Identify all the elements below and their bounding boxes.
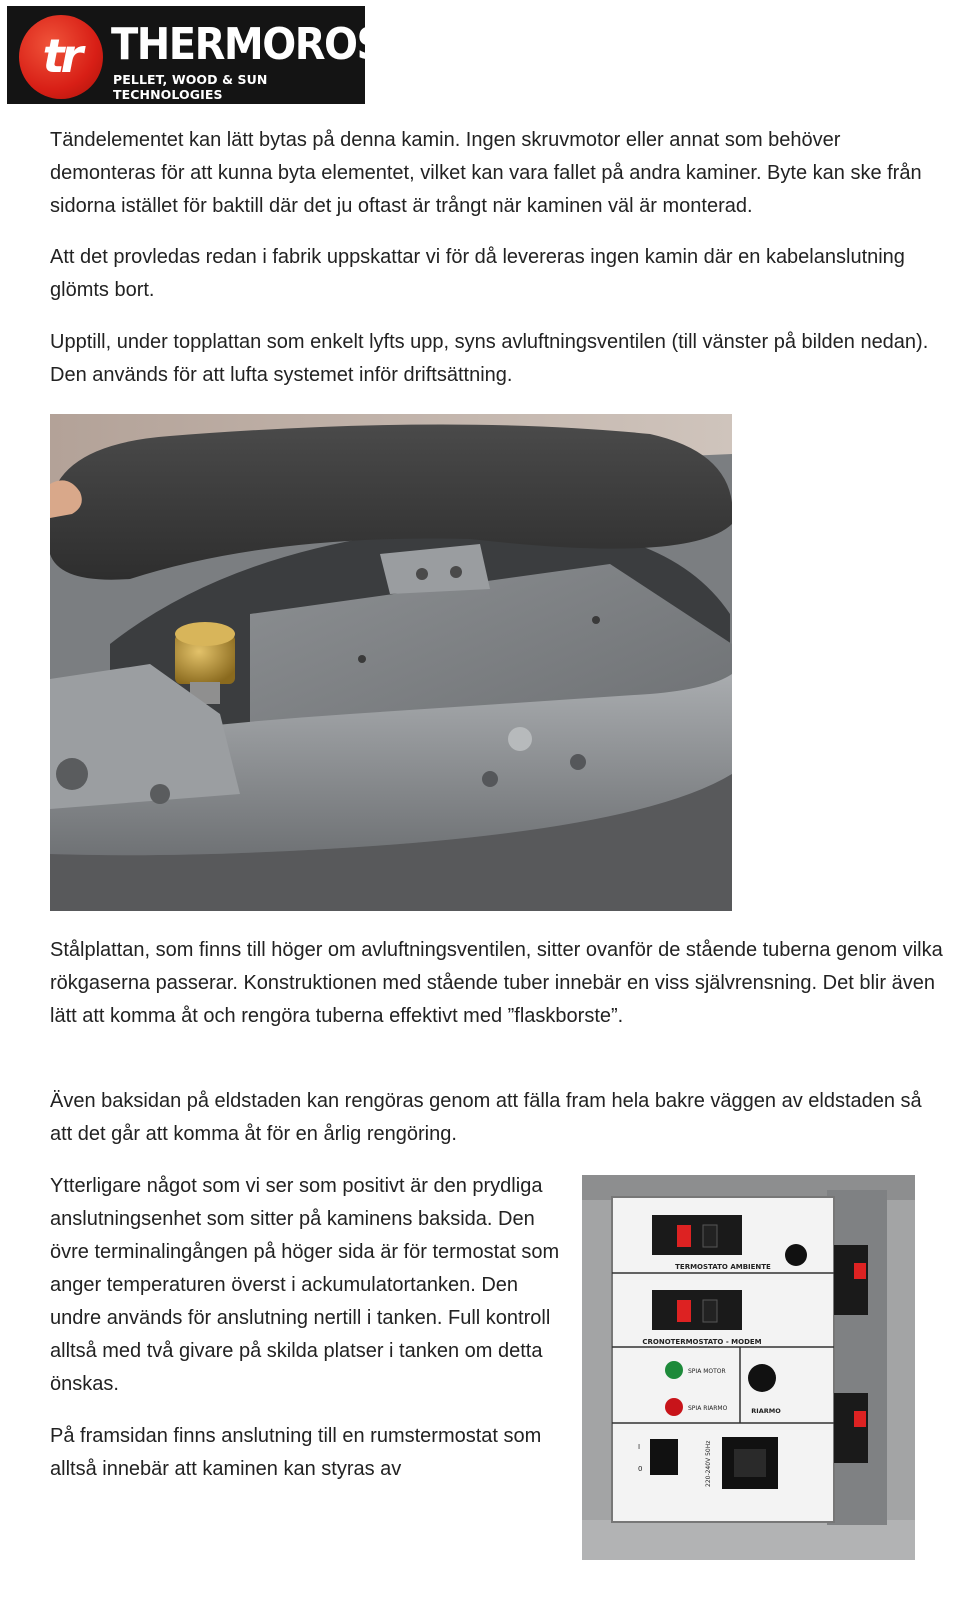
logo-tagline: PELLET, WOOD & SUN TECHNOLOGIES xyxy=(113,72,268,102)
label-riarmo: RIARMO xyxy=(751,1407,781,1415)
paragraph-steel-plate: Stålplattan, som finns till höger om avluftningsventilen, sitter ovanför de stående tuberna genom vilka rökgaserna passerar. Konstruktionen med stående tuber innebär en viss självrensning. Det blir även lätt att komma åt och rengöra tuberna effektivt med ”flaskborste”. xyxy=(50,939,943,1027)
paragraph-back-wall: Även baksidan på eldstaden kan rengöras genom att fälla fram hela bakre väggen av eldstaden så att det går att komma åt för en årlig rengöring. xyxy=(50,1090,922,1145)
paragraph-factory-test: Att det provledas redan i fabrik uppskattar vi för då levereras ingen kamin där en kabelanslutning glömts bort. xyxy=(50,246,905,301)
paragraph-air-valve: Upptill, under topplattan som enkelt lyfts upp, syns avluftningsventilen (till vänster på bilden nedan). Den används för att lufta systemet inför driftsättning. xyxy=(50,331,929,386)
label-cronotermostato: CRONOTERMOSTATO - MODEM xyxy=(642,1338,762,1346)
connection-unit-photo xyxy=(582,1175,915,1560)
label-spia-motor: SPIA MOTOR xyxy=(688,1368,726,1375)
label-termostato: TERMOSTATO AMBIENTE xyxy=(675,1263,771,1271)
logo-mark xyxy=(19,15,103,99)
paragraph-connection-unit: Ytterligare något som vi ser som positivt är den prydliga anslutningsenhet som sitter på kaminens baksida. Den övre terminalingången på höger sida är för termostat som anger temperaturen överst i ackumulatortanken. Den undre används för anslutning nertill i tanken. Full kontroll alltså med två givare på skilda platser i tanken om detta önskas. xyxy=(50,1175,560,1395)
label-switch-off: 0 xyxy=(638,1465,643,1473)
logo-mark-text: tr xyxy=(42,29,80,83)
paragraph-room-thermostat: På framsidan finns anslutning till en rumstermostat som alltså innebär att kaminen kan styras av xyxy=(50,1425,542,1480)
paragraph-igniter: Tändelementet kan lätt bytas på denna kamin. Ingen skruvmotor eller annat som behöver demonteras för att kunna byta elementet, vilket kan vara fallet på andra kaminer. Byte kan ske från sidorna istället för baktill där det ju oftast är trångt när kaminen väl är monterad. xyxy=(50,129,922,217)
thermorossi-logo xyxy=(7,6,423,104)
label-spia-riarmo: SPIA RIARMO xyxy=(688,1405,728,1412)
stove-top-photo xyxy=(50,414,732,911)
logo-name: THERMOROSSI xyxy=(111,20,423,70)
label-voltage: 220-240V 50Hz xyxy=(705,1440,712,1487)
label-switch-on: I xyxy=(638,1443,641,1451)
